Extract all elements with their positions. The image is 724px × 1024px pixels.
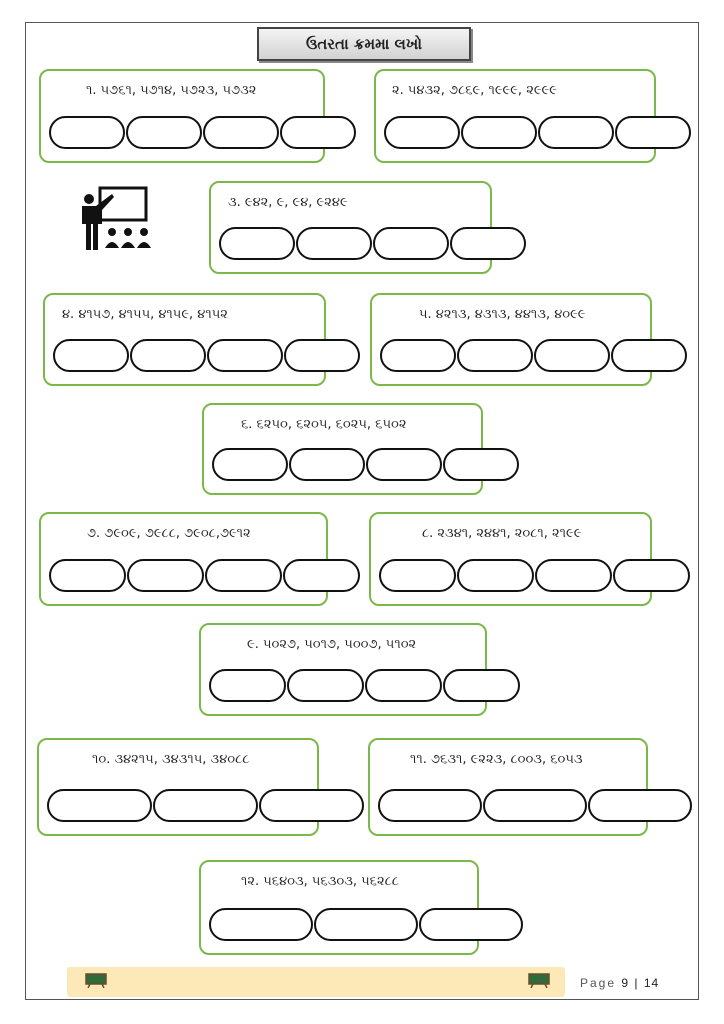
answer-field[interactable] <box>209 908 313 941</box>
answer-field[interactable] <box>483 789 587 822</box>
answer-field[interactable] <box>443 669 520 702</box>
worksheet-title: ઉતરતા ક્રમમા લખો <box>257 27 471 61</box>
answer-field[interactable] <box>380 339 456 372</box>
answer-field[interactable] <box>280 116 356 149</box>
answer-field[interactable] <box>53 339 129 372</box>
answer-slots <box>53 339 360 372</box>
teacher-classroom-icon <box>78 186 158 254</box>
answer-field[interactable] <box>450 227 526 260</box>
answer-slots <box>49 116 356 149</box>
answer-field[interactable] <box>615 116 691 149</box>
question-4 <box>43 293 326 386</box>
question-text: ૫. ૪૨૧૩, ૪૩૧૩, ૪૪૧૩, ૪૦૯૯ <box>419 307 586 322</box>
question-6 <box>202 403 483 495</box>
answer-slots <box>49 559 360 592</box>
page-number <box>580 976 659 990</box>
question-12 <box>199 860 479 955</box>
page-word: Page <box>580 976 617 990</box>
answer-slots <box>209 669 520 702</box>
question-8 <box>369 512 652 606</box>
question-10 <box>37 738 319 836</box>
question-text: ૧૨. ૫૬૪૦૩, ૫૬૩૦૩, ૫૬૨૮૮ <box>241 874 399 889</box>
answer-slots <box>379 559 690 592</box>
answer-slots <box>219 227 526 260</box>
answer-field[interactable] <box>47 789 152 822</box>
answer-slots <box>212 448 519 481</box>
answer-field[interactable] <box>535 559 612 592</box>
answer-field[interactable] <box>419 908 523 941</box>
answer-slots <box>380 339 687 372</box>
answer-field[interactable] <box>443 448 519 481</box>
question-text: ૧૧. ૭૬૩૧, ૯૨૨૩, ૮૦૦૩, ૬૦૫૩ <box>410 752 583 767</box>
answer-field[interactable] <box>366 448 442 481</box>
answer-field[interactable] <box>49 116 125 149</box>
answer-field[interactable] <box>457 339 533 372</box>
question-9 <box>199 623 487 716</box>
answer-field[interactable] <box>373 227 449 260</box>
answer-field[interactable] <box>127 559 204 592</box>
answer-field[interactable] <box>283 559 360 592</box>
answer-field[interactable] <box>153 789 258 822</box>
answer-field[interactable] <box>613 559 690 592</box>
answer-field[interactable] <box>588 789 692 822</box>
answer-field[interactable] <box>259 789 364 822</box>
question-2 <box>374 69 656 163</box>
answer-field[interactable] <box>384 116 460 149</box>
answer-field[interactable] <box>457 559 534 592</box>
answer-slots <box>384 116 691 149</box>
answer-field[interactable] <box>203 116 279 149</box>
question-text: ૬. ૬૨૫૦, ૬૨૦૫, ૬૦૨૫, ૬૫૦૨ <box>241 417 407 432</box>
question-11 <box>368 738 648 836</box>
question-text: ૯. ૫૦૨૭, ૫૦૧૭, ૫૦૦૭, ૫૧૦૨ <box>247 637 417 652</box>
question-text: ૩. ૯૪૨, ૯, ૯૪, ૯૨૪૯ <box>228 195 348 210</box>
answer-field[interactable] <box>287 669 364 702</box>
question-text: ૮. ૨૩૪૧, ૨૪૪૧, ૨૦૮૧, ૨૧૯૯ <box>422 526 582 541</box>
question-1 <box>39 69 325 163</box>
answer-field[interactable] <box>209 669 286 702</box>
answer-field[interactable] <box>538 116 614 149</box>
answer-slots <box>378 789 692 822</box>
answer-field[interactable] <box>212 448 288 481</box>
answer-slots <box>47 789 364 822</box>
question-text: ૨. ૫૪૩૨, ૭૮૬૯, ૧૯૯૯, ૨૯૯૯ <box>392 83 557 98</box>
answer-slots <box>209 908 523 941</box>
answer-field[interactable] <box>49 559 126 592</box>
question-text: ૧. ૫૭૬૧, ૫૭૧૪, ૫૭૨૩, ૫૭૩૨ <box>86 83 257 98</box>
answer-field[interactable] <box>130 339 206 372</box>
answer-field[interactable] <box>314 908 418 941</box>
question-7 <box>39 512 328 606</box>
question-text: ૧૦. ૩૪૨૧૫, ૩૪૩૧૫, ૩૪૦૮૮ <box>92 752 250 767</box>
footer-bar <box>67 967 565 997</box>
answer-field[interactable] <box>205 559 282 592</box>
current-page: 9 <box>621 976 630 990</box>
total-pages: 14 <box>643 976 660 990</box>
question-text: ૪. ૪૧૫૭, ૪૧૫૫, ૪૧૫૯, ૪૧૫૨ <box>62 307 228 322</box>
answer-field[interactable] <box>126 116 202 149</box>
page-separator: | <box>634 976 639 990</box>
answer-field[interactable] <box>284 339 360 372</box>
answer-field[interactable] <box>296 227 372 260</box>
chalkboard-icon <box>528 973 550 988</box>
answer-field[interactable] <box>611 339 687 372</box>
answer-field[interactable] <box>365 669 442 702</box>
answer-field[interactable] <box>289 448 365 481</box>
question-text: ૭. ૭૯૦૯, ૭૯૮૮, ૭૯૦૮,૭૯૧૨ <box>87 526 251 541</box>
chalkboard-icon <box>85 973 107 988</box>
answer-field[interactable] <box>219 227 295 260</box>
page-border <box>25 22 699 1000</box>
answer-field[interactable] <box>379 559 456 592</box>
answer-field[interactable] <box>461 116 537 149</box>
question-3 <box>209 181 492 274</box>
answer-field[interactable] <box>534 339 610 372</box>
answer-field[interactable] <box>378 789 482 822</box>
question-5 <box>370 293 652 386</box>
answer-field[interactable] <box>207 339 283 372</box>
